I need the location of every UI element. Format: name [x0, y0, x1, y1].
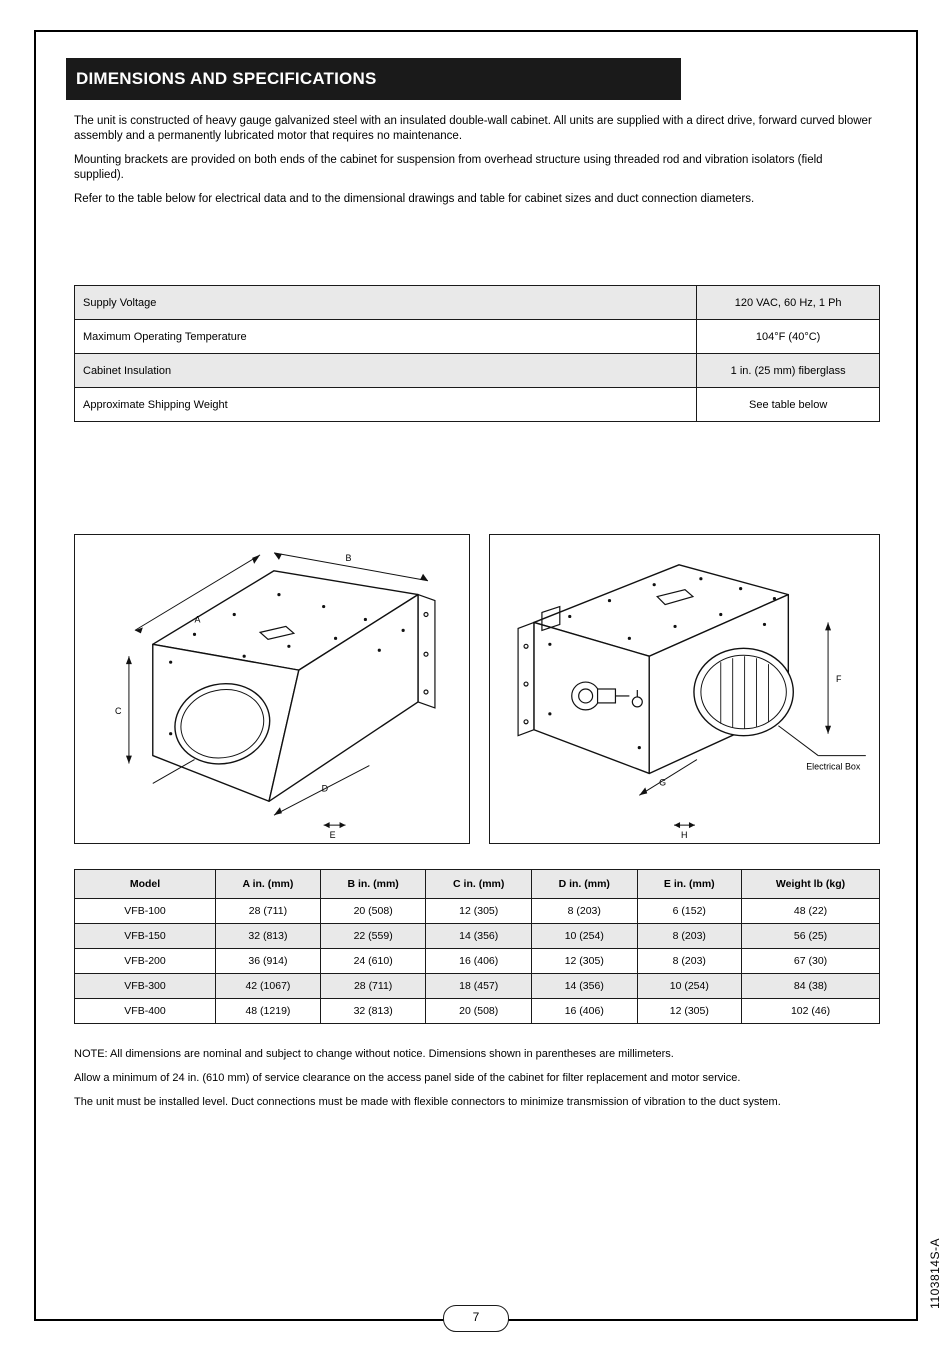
cell-c: 18 (457) — [426, 974, 532, 999]
figure-right-label-h: H — [681, 830, 688, 841]
cell-e: 12 (305) — [637, 999, 742, 1024]
table-row — [75, 924, 880, 949]
figure-left-label-c: C — [115, 705, 122, 716]
cell-weight: 56 (25) — [742, 924, 880, 949]
column-header: B in. (mm) — [320, 870, 426, 899]
spec-label: Approximate Shipping Weight — [75, 388, 697, 422]
table-header-row — [75, 870, 880, 899]
table-row — [75, 286, 880, 320]
page-title: DIMENSIONS AND SPECIFICATIONS — [66, 58, 681, 100]
table-row — [75, 388, 880, 422]
figure-left-cabinet-inlet — [74, 534, 470, 844]
cell-c: 14 (356) — [426, 924, 532, 949]
notes-text — [74, 1047, 880, 1119]
figure-right-label-g: G — [659, 777, 667, 788]
spec-value: See table below — [697, 388, 880, 422]
cell-a: 36 (914) — [216, 949, 321, 974]
cell-d: 16 (406) — [531, 999, 637, 1024]
spec-label: Cabinet Insulation — [75, 354, 697, 388]
cell-model: VFB-100 — [75, 899, 216, 924]
cell-model: VFB-300 — [75, 974, 216, 999]
column-header: Model — [75, 870, 216, 899]
cell-d: 12 (305) — [531, 949, 637, 974]
intro-paragraph-3: Refer to the table below for electrical data and to the dimensional drawings and table for cabinet sizes and duct connection diameters. — [74, 193, 755, 205]
cell-weight: 48 (22) — [742, 899, 880, 924]
figure-left-label-e: E — [329, 830, 336, 841]
spec-label: Supply Voltage — [75, 286, 697, 320]
cell-d: 10 (254) — [531, 924, 637, 949]
cell-model: VFB-400 — [75, 999, 216, 1024]
cell-e: 8 (203) — [637, 949, 742, 974]
cell-d: 14 (356) — [531, 974, 637, 999]
spec-value: 120 VAC, 60 Hz, 1 Ph — [697, 286, 880, 320]
table-row — [75, 899, 880, 924]
cell-b: 20 (508) — [320, 899, 426, 924]
column-header: E in. (mm) — [637, 870, 742, 899]
intro-paragraph-2: Mounting brackets are provided on both ends of the cabinet for suspension from overhead structure using threaded rod and vibration isolators (field supplied). — [74, 154, 823, 181]
dimension-table — [74, 869, 880, 1024]
specification-table — [74, 285, 880, 422]
figure-left-label-b: B — [345, 552, 352, 563]
cell-weight: 67 (30) — [742, 949, 880, 974]
figure-left-label-a: A — [194, 614, 201, 625]
cell-model: VFB-200 — [75, 949, 216, 974]
document-code: 1103814S-A — [928, 1238, 942, 1309]
note-paragraph-1: NOTE: All dimensions are nominal and subject to change without notice. Dimensions shown in parentheses are millimeters. — [74, 1048, 674, 1060]
spec-value: 1 in. (25 mm) fiberglass — [697, 354, 880, 388]
cell-b: 28 (711) — [320, 974, 426, 999]
column-header: C in. (mm) — [426, 870, 532, 899]
figure-left-label-d: D — [321, 783, 329, 794]
cell-a: 48 (1219) — [216, 999, 321, 1024]
column-header: Weight lb (kg) — [742, 870, 880, 899]
note-paragraph-2: Allow a minimum of 24 in. (610 mm) of service clearance on the access panel side of the cabinet for filter replacement and motor service. — [74, 1072, 741, 1084]
table-row — [75, 320, 880, 354]
figure-right-detail-label: Electrical Box — [806, 761, 861, 772]
table-row — [75, 949, 880, 974]
cell-a: 42 (1067) — [216, 974, 321, 999]
cell-c: 16 (406) — [426, 949, 532, 974]
spec-label: Maximum Operating Temperature — [75, 320, 697, 354]
cell-a: 32 (813) — [216, 924, 321, 949]
spec-value: 104°F (40°C) — [697, 320, 880, 354]
table-row — [75, 354, 880, 388]
note-paragraph-3: The unit must be installed level. Duct connections must be made with flexible connectors to minimize transmission of vibration to the duct system. — [74, 1096, 781, 1108]
cell-d: 8 (203) — [531, 899, 637, 924]
table-row — [75, 999, 880, 1024]
intro-text — [74, 114, 874, 216]
cell-b: 32 (813) — [320, 999, 426, 1024]
cell-e: 8 (203) — [637, 924, 742, 949]
intro-paragraph-1: The unit is constructed of heavy gauge galvanized steel with an insulated double-wall cabinet. All units are supplied with a direct drive, forward curved blower assembly and a permanently lubricated motor that requires no maintenance. — [74, 115, 872, 142]
page-number-badge: 7 — [443, 1305, 509, 1332]
figure-right-label-f: F — [836, 674, 842, 685]
column-header: D in. (mm) — [531, 870, 637, 899]
figure-right-cabinet-discharge — [489, 534, 880, 844]
column-header: A in. (mm) — [216, 870, 321, 899]
cell-b: 24 (610) — [320, 949, 426, 974]
cell-c: 12 (305) — [426, 899, 532, 924]
cell-a: 28 (711) — [216, 899, 321, 924]
cell-e: 10 (254) — [637, 974, 742, 999]
cell-model: VFB-150 — [75, 924, 216, 949]
cell-c: 20 (508) — [426, 999, 532, 1024]
cell-weight: 102 (46) — [742, 999, 880, 1024]
cell-weight: 84 (38) — [742, 974, 880, 999]
cell-e: 6 (152) — [637, 899, 742, 924]
cell-b: 22 (559) — [320, 924, 426, 949]
table-row — [75, 974, 880, 999]
